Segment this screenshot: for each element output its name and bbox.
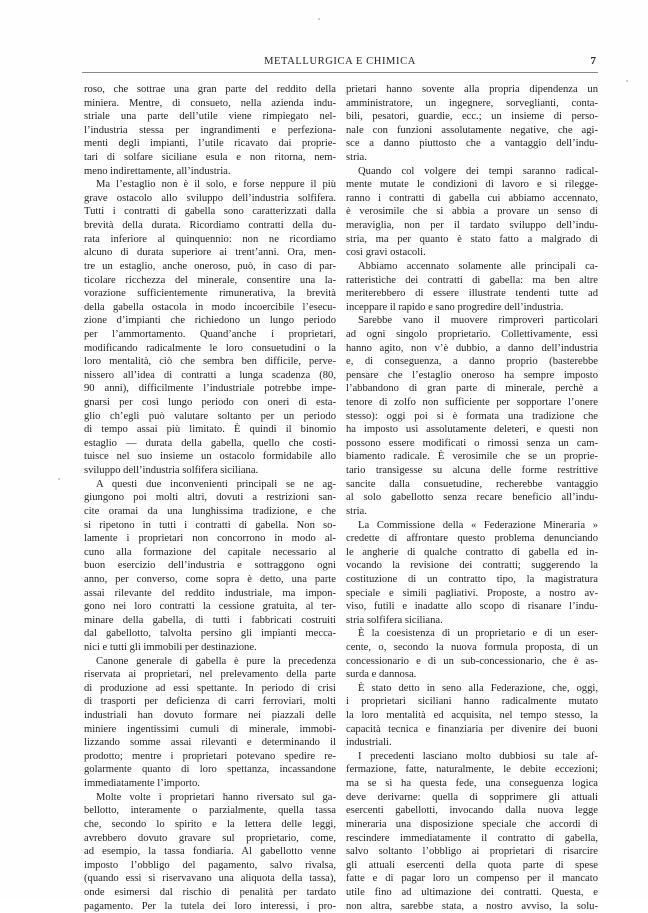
text-line: onde esimersi dal rischio di penalità per tardato <box>84 886 336 898</box>
text-line: striale una parte dell’utile viene rimpiegato nel- <box>84 111 336 123</box>
text-line: l’abbandono di gran parte di minerale, perchè a <box>346 383 598 395</box>
text-line: così gravi ostacoli. <box>346 247 426 259</box>
text-line: roso, che sottrae una gran parte del reddito della <box>84 84 336 95</box>
text-line: sancite dalla consuetudine, recherebbe vantaggio <box>346 478 598 490</box>
text-line: tre un estaglio, anche oneroso, può, in caso di par- <box>84 260 336 272</box>
text-line: gli attuali esercenti della quota parte di spese <box>346 859 598 871</box>
text-line: È stato detto in seno alla Federazione, che, oggi, <box>358 682 598 694</box>
text-line: sce a danno piuttosto che a vantaggio dell’indu- <box>346 138 598 150</box>
text-line: loro mentalità, ciò che sembra ben difficile, perve- <box>84 356 336 368</box>
text-line: amministratore, un ingegnere, sorveglianti, conta- <box>346 97 598 109</box>
text-line: miniera. Mentre, di consueto, nella azienda indu- <box>84 97 336 109</box>
text-line: golarmente quanto di loro spettanza, incassandone <box>84 764 336 776</box>
text-line: fermazione, fatte, naturalmente, le debite eccezioni; <box>346 764 598 776</box>
text-line: estaglio — durata della gabella, quello che costi- <box>84 437 336 449</box>
text-line: stria solfifera siciliana. <box>346 614 443 626</box>
text-line: avrebbero dovuto gravare sul proprietario, come, <box>84 832 336 844</box>
text-line: prodotto; mentre i proprietari potevano spedire re- <box>84 750 336 762</box>
text-line: immediatamente l’importo. <box>84 778 200 790</box>
text-line: zione d’impianti che richiedono un lungo periodo <box>84 315 336 327</box>
text-line: della gabella ostacola in modo incoercibile l’esecu- <box>84 301 336 313</box>
text-line: Canone generale di gabella è pure la precedenza <box>96 655 336 667</box>
text-line: capacità tecnica e finanziaria per divenire dei buoni <box>346 723 598 735</box>
text-line: stesso): oggi poi si è formata una tradizione che <box>346 410 598 422</box>
text-line: industriali han dovuto formare nei piazzali delle <box>84 710 336 722</box>
text-line: cente, o, secondo la nuova formula proposta, di un <box>346 641 598 653</box>
text-line: mineraria una disposizione speciale che accordi di <box>346 818 598 830</box>
text-line: lizzando somme assai rilevanti e determinando il <box>84 737 336 749</box>
text-line: deve derivarne: quella di sopprimere gli attuali <box>346 791 598 803</box>
text-line: cite oramai da una lunghissima tradizione, e che <box>84 505 336 517</box>
text-line: È la coesistenza di un proprietario e di un eser- <box>358 628 598 640</box>
text-line: e, di conseguenza, a danno proprio (basterebbe <box>346 356 598 368</box>
text-line: gono nei loro contratti la cessione gratuita, al ter- <box>84 601 336 613</box>
header-rule <box>82 72 598 73</box>
text-line: grave ostacolo allo sviluppo dell’industria solfifera. <box>84 192 336 204</box>
text-line: hanno agito, non v’è dubbio, a danno dell’industria <box>346 342 598 354</box>
text-line: 90 anni), difficilmente l’industriale potrebbe impe- <box>84 383 336 395</box>
text-line: cuno alla formazione del capitale necessario al <box>84 546 336 558</box>
text-line: tenore di zolfo non sufficiente per sopportare l’onere <box>346 397 598 409</box>
text-line: modificando radicalmente le loro consuetudini o la <box>84 342 336 354</box>
text-line: bili, pesatori, guardie, ecc.; un insieme di perso- <box>346 111 598 123</box>
text-line: è verosimile che si abbia a provare un senso di <box>346 206 598 218</box>
text-line: miniere ingentissimi cumuli di minerale, immobi- <box>84 723 336 735</box>
text-line: credette di affrontare questo problema denunciando <box>346 533 598 545</box>
text-line: surda e dannosa. <box>346 669 417 681</box>
text-line: imposto l’obbligo del pagamento, salvo rivalsa, <box>84 859 336 871</box>
text-line: rescindere immediatamente il contratto di gabella, <box>346 832 598 844</box>
text-line: ad ogni singolo proprietario. Collettivamente, essi <box>346 328 598 340</box>
text-line: biamento radicale. È verosimile che se un proprie- <box>346 451 598 463</box>
text-line: possono essere modificati o rimossi senza un cam- <box>346 437 598 449</box>
text-line: stria. <box>346 152 367 164</box>
text-line: tario transigesse su alcuna delle forme restrittive <box>346 465 598 477</box>
text-line: Abbiamo accennato solamente alle principali ca- <box>358 260 598 272</box>
text-line: di trasporti per deficienza di carri ferroviari, molti <box>84 696 336 708</box>
text-line: Sarebbe vano il muovere rimproveri particolari <box>358 315 598 327</box>
scan-speck <box>626 80 628 82</box>
text-line: al solo gabellotto senza recare beneficio all’indu- <box>346 492 598 504</box>
running-title: METALLURGICA E CHIMICA <box>264 56 416 67</box>
text-line: ranno i contratti di gabella cui abbiamo accennato, <box>346 192 598 204</box>
text-line: viso, futili e inadatte allo scopo di risanare l’indu- <box>346 601 598 613</box>
text-line: gnarsi per così lungo periodo con oneri di esta- <box>84 397 336 409</box>
right-column <box>346 83 598 913</box>
text-line: Quando col volgere dei tempi saranno radical- <box>358 165 598 177</box>
text-line: nici e tutti gli immobili per destinazione. <box>84 641 257 653</box>
text-line: menti degli impianti, l’utile ricavato dai proprie- <box>84 138 336 150</box>
text-line: minare della gabella, di tutti i fabbricati costruiti <box>84 614 336 626</box>
text-line: stria. <box>346 505 367 517</box>
text-line: le angherie di qualche contratto di gabella ed in- <box>346 546 598 558</box>
text-line: pensare che l’estaglio oneroso ha sempre imposto <box>346 369 598 381</box>
text-line: inceppare il rapido e sano progredire dell’industria. <box>346 301 564 313</box>
text-line: fatte e di pagar loro un compenso per il mancato <box>346 873 598 885</box>
text-line: I precedenti lasciano molto dubbiosi su tale af- <box>358 750 598 762</box>
text-line: stria, ma per quanto è stato fatto a malgrado di <box>346 233 598 245</box>
text-line: meno indirettamente, all’industria. <box>84 165 231 177</box>
text-line: i proprietari siciliani hanno radicalmente mutato <box>346 696 598 708</box>
text-line: pagamento. Per la tutela dei loro interessi, i pro- <box>84 900 336 912</box>
text-line: prietari hanno sovente alla propria dipendenza un <box>346 84 598 95</box>
text-line: non altra, sarebbe stata, a nostro avviso, la solu- <box>346 900 598 912</box>
text-line: che, secondo lo spirito e la lettera delle leggi, <box>84 818 336 830</box>
text-line: ratteristiche dei contratti di gabella: ma ben altre <box>346 274 598 286</box>
text-line: di tempo assai più limitato. È quindi il binomio <box>84 424 336 436</box>
text-line: per l’ammortamento. Quand’anche i proprietari, <box>84 328 336 340</box>
text-line: alcuno di durata superiore ai trent’anni. Ora, men- <box>84 247 336 259</box>
text-line: ma se si ha questa fede, una conseguenza logica <box>346 778 598 790</box>
text-line: assai rilevante del reddito industriale, ma impon- <box>84 587 336 599</box>
text-line: Molte volte i proprietari hanno riversato sul ga- <box>96 791 336 803</box>
text-line: dal gabellotto, talvolta persino gli impianti mecca- <box>84 628 336 640</box>
scan-speck <box>318 18 320 20</box>
text-line: rata inferiore al quinquennio: non ne ricordiamo <box>84 233 336 245</box>
text-line: industriali. <box>346 737 392 749</box>
text-line: sviluppo dell’industria solfifera siciliana. <box>84 465 259 477</box>
text-line: Ma l’estaglio non è il solo, e forse neppure il più <box>96 179 336 191</box>
text-line: utile fino ad ultimazione dei contratti. Questa, e <box>346 886 598 898</box>
text-line: vocando la revisione dei contratti; suggerendo la <box>346 560 598 572</box>
text-line: vorazione sufficientemente rimunerativa, la brevità <box>84 288 336 300</box>
text-line: Tutti i contratti di gabella sono caratterizzati dalla <box>84 206 336 218</box>
text-line: tari di solfare siciliane esula e non ritorna, nem- <box>84 152 336 164</box>
text-line: riservata ai proprietari, nel prelevamento della parte <box>84 669 336 681</box>
left-column <box>84 83 336 913</box>
text-line: tuisce nel suo insieme un ostacolo formidabile allo <box>84 451 336 463</box>
text-line: ticolare ricchezza del minerale, consentire una la- <box>84 274 336 286</box>
scan-speck <box>58 478 60 480</box>
text-line: glio ch’egli può valutare soltanto per un periodo <box>84 410 336 422</box>
text-line: anno, per converso, come sopra è detto, una parte <box>84 573 336 585</box>
text-line: La Commissione della « Federazione Mineraria » <box>358 519 598 531</box>
text-line: concessionario e di un sub-concessionario, che è as- <box>346 655 598 667</box>
text-line: nissero all’idea di contratti a lunga scadenza (80, <box>84 369 336 381</box>
text-line: l’industria stessa per ingrandimenti e perfeziona- <box>84 124 336 136</box>
text-line: mente mutate le condizioni di lavoro e si rilegge- <box>346 179 598 191</box>
text-line: di produzione ad essi spettante. In periodo di crisi <box>84 682 336 694</box>
text-line: ad esempio, la tassa fondiaria. Al gabellotto venne <box>84 846 336 858</box>
text-line: brevità della durata. Ricordiamo contratti della du- <box>84 220 336 232</box>
text-line: la loro mentalità ed acquisita, nel tempo stesso, la <box>346 710 598 722</box>
text-line: buon esercizio dell’industria e sottraggono ogni <box>84 560 336 572</box>
text-line: A questi due inconvenienti principali se ne ag- <box>96 478 336 490</box>
text-line: nale con funzioni assolutamente negative, che agi- <box>346 124 598 136</box>
text-line: salvo soltanto l’obbligo ai proprietari di risarcire <box>346 846 598 858</box>
text-line: costituzione di un contratto tipo, la magistratura <box>346 573 598 585</box>
text-line: bellotto, interamente o parzialmente, quella tassa <box>84 805 336 817</box>
text-line: meraviglia, non per il tardato sviluppo dell’indu- <box>346 220 598 232</box>
text-line: giungono poi molti altri, dovuti a restrizioni san- <box>84 492 336 504</box>
text-line: esercenti gabellotti, invocando dalla nuova legge <box>346 805 598 817</box>
text-line: si ripetono in tutti i contratti di gabella. Non so- <box>84 519 336 531</box>
page-number: 7 <box>590 55 596 67</box>
running-head <box>82 56 598 70</box>
text-line: meriterebbero di essere illustrate tendenti tutte ad <box>346 288 598 300</box>
text-line: ha imposto usi assolutamente deleteri, e questi non <box>346 424 598 436</box>
text-line: speciale e simili pagliativi. Proposte, a nostro av- <box>346 587 598 599</box>
text-line: (quando essi si riservavano una aliquota della tassa), <box>84 873 336 885</box>
text-line: lamente i proprietari non concorrono in modo al- <box>84 533 336 545</box>
